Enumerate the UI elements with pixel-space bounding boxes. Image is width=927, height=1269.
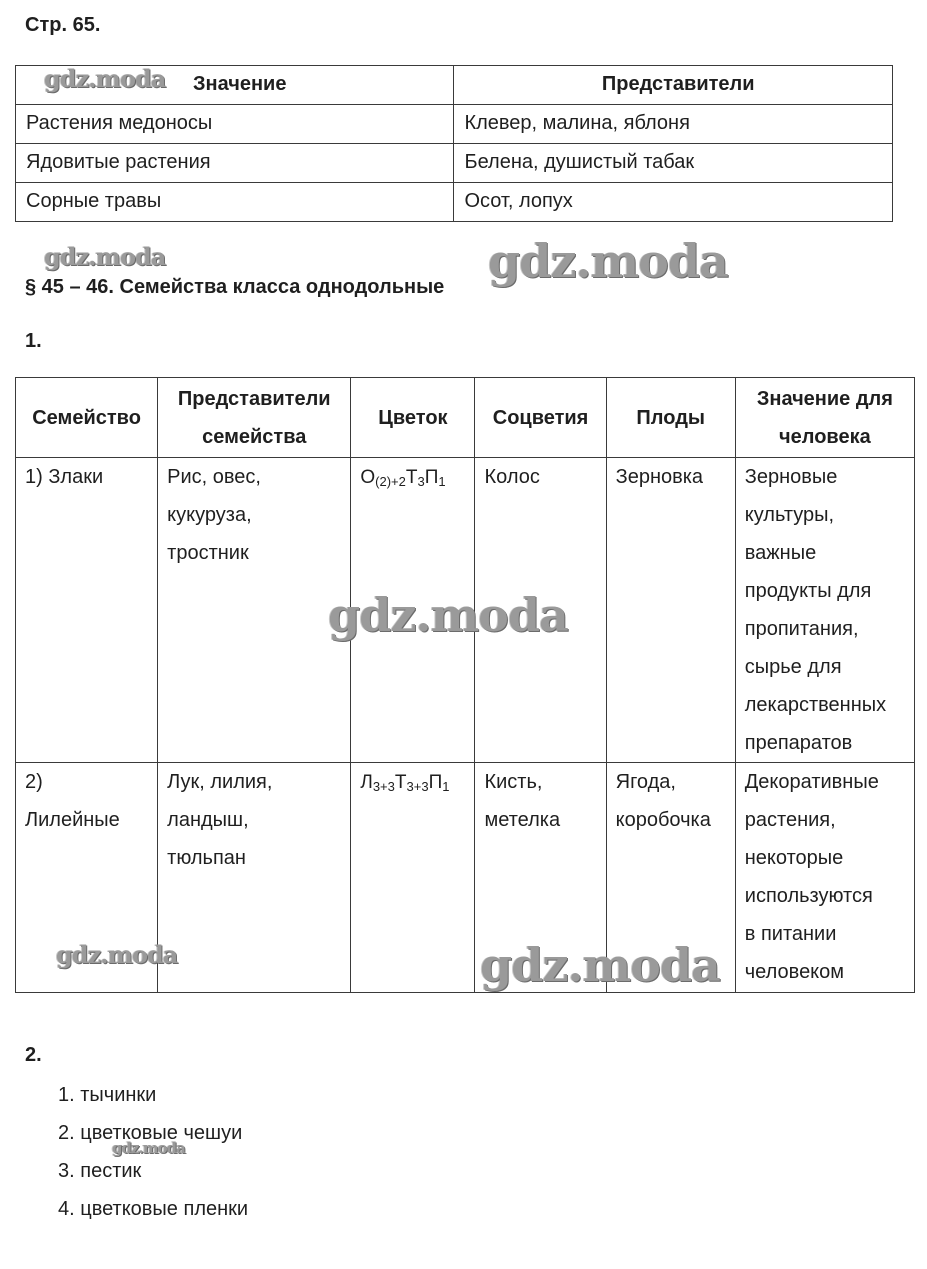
- cell-line: некоторые: [744, 847, 844, 869]
- table-cell: Осот, лопух: [454, 183, 893, 222]
- cell-line: Декоративные: [744, 771, 879, 793]
- list-item: 3. пестик: [58, 1160, 142, 1182]
- flower-formula: [360, 772, 449, 793]
- table-cell: Растения медоносы: [16, 105, 454, 144]
- watermark-logo: gdz.moda: [328, 588, 568, 642]
- cell-line: культуры,: [744, 504, 835, 526]
- table-cell: [475, 458, 606, 763]
- families-table: [15, 377, 915, 993]
- watermark-logo: gdz.moda: [44, 64, 166, 93]
- task1-label: 1.: [25, 330, 42, 352]
- table-cell: [351, 763, 475, 993]
- table-cell: Белена, душистый табак: [454, 144, 893, 183]
- cell-line: пропитания,: [744, 618, 859, 640]
- header-cell-representatives: Представители: [454, 66, 893, 105]
- watermark-logo: gdz.moda: [112, 1139, 185, 1157]
- cell-line: используются: [744, 885, 873, 907]
- cell-line: Зерновые: [744, 466, 838, 488]
- cell-line: Лук, лилия,: [167, 771, 273, 793]
- formula-subscript: 3+3: [406, 779, 429, 794]
- header-text: семейства: [202, 425, 307, 448]
- cell-line: ландыш,: [167, 809, 249, 831]
- header-cell-significance: Значение: [16, 66, 454, 105]
- header-cell-flower: Цветок: [351, 378, 475, 458]
- header-text: человека: [779, 425, 871, 448]
- table-cell: [351, 458, 475, 763]
- cell-line: метелка: [484, 809, 561, 831]
- flower-formula: [360, 467, 445, 488]
- list-item: 2. цветковые чешуи: [58, 1122, 243, 1144]
- table-cell: Ядовитые растения: [16, 144, 454, 183]
- header-cell-family: Семейство: [16, 378, 158, 458]
- watermark-logo: gdz.moda: [488, 234, 728, 288]
- formula-subscript: 3+3: [372, 779, 395, 794]
- task2-list: [25, 1076, 248, 1228]
- formula-symbol: П: [424, 467, 439, 488]
- cell-line: коробочка: [615, 809, 711, 831]
- table-cell: [158, 763, 351, 993]
- header-cell-representatives: [158, 378, 351, 458]
- page-label: Стр. 65.: [25, 14, 101, 36]
- cell-line: 2): [25, 771, 43, 793]
- table-row: [16, 105, 893, 144]
- section-title: § 45 – 46. Семейства класса однодольные: [25, 276, 445, 298]
- formula-subscript: 1: [442, 779, 450, 794]
- significance-table: [15, 65, 893, 222]
- cell-line: Лилейные: [25, 809, 120, 831]
- table-row: [16, 144, 893, 183]
- cell-line: тростник: [167, 542, 249, 564]
- watermark-logo: gdz.moda: [44, 242, 166, 271]
- cell-line: Кисть,: [484, 771, 543, 793]
- table-cell: [606, 458, 735, 763]
- table-header-row: [16, 66, 893, 105]
- cell-line: продукты для: [744, 580, 872, 602]
- table-cell: [735, 763, 914, 993]
- table-row: [16, 763, 915, 993]
- cell-line: Зерновка: [615, 466, 704, 488]
- list-item: 1. тычинки: [58, 1084, 157, 1106]
- cell-line: важные: [744, 542, 817, 564]
- header-cell-significance: [735, 378, 914, 458]
- table-cell: Клевер, малина, яблоня: [454, 105, 893, 144]
- formula-subscript: 1: [438, 474, 446, 489]
- table-cell: [16, 763, 158, 993]
- table-header-row: [16, 378, 915, 458]
- header-text: Представители: [177, 387, 331, 410]
- list-item: 4. цветковые пленки: [58, 1198, 249, 1220]
- table-cell: 1) Злаки: [16, 458, 158, 763]
- header-cell-inflorescence: Соцветия: [475, 378, 606, 458]
- cell-line: Колос: [484, 466, 540, 488]
- formula-subscript: (2)+2: [375, 474, 406, 489]
- header-cell-fruits: Плоды: [606, 378, 735, 458]
- cell-line: Ягода,: [615, 771, 676, 793]
- formula-symbol: Т: [394, 772, 407, 793]
- table-cell: [475, 763, 606, 993]
- cell-line: сырье для: [744, 656, 842, 678]
- cell-line: растения,: [744, 809, 836, 831]
- header-text: Значение для: [756, 387, 893, 410]
- table-row: [16, 458, 915, 763]
- watermark-logo: gdz.moda: [56, 940, 178, 969]
- cell-line: кукуруза,: [167, 504, 252, 526]
- formula-symbol: Л: [360, 772, 373, 793]
- cell-line: тюльпан: [167, 847, 246, 869]
- table-cell: [158, 458, 351, 763]
- table-cell: [735, 458, 914, 763]
- cell-line: человеком: [744, 961, 845, 983]
- table-cell: [606, 763, 735, 993]
- formula-symbol: П: [428, 772, 443, 793]
- formula-symbol: О: [360, 467, 376, 488]
- formula-symbol: Т: [405, 467, 418, 488]
- task2-label: 2.: [25, 1044, 42, 1066]
- table-row: [16, 183, 893, 222]
- cell-line: лекарственных: [744, 694, 887, 716]
- table-cell: Сорные травы: [16, 183, 454, 222]
- formula-subscript: 3: [417, 474, 425, 489]
- cell-line: препаратов: [744, 732, 853, 754]
- cell-line: Рис, овес,: [167, 466, 261, 488]
- cell-line: в питании: [744, 923, 837, 945]
- watermark-logo: gdz.moda: [480, 938, 720, 992]
